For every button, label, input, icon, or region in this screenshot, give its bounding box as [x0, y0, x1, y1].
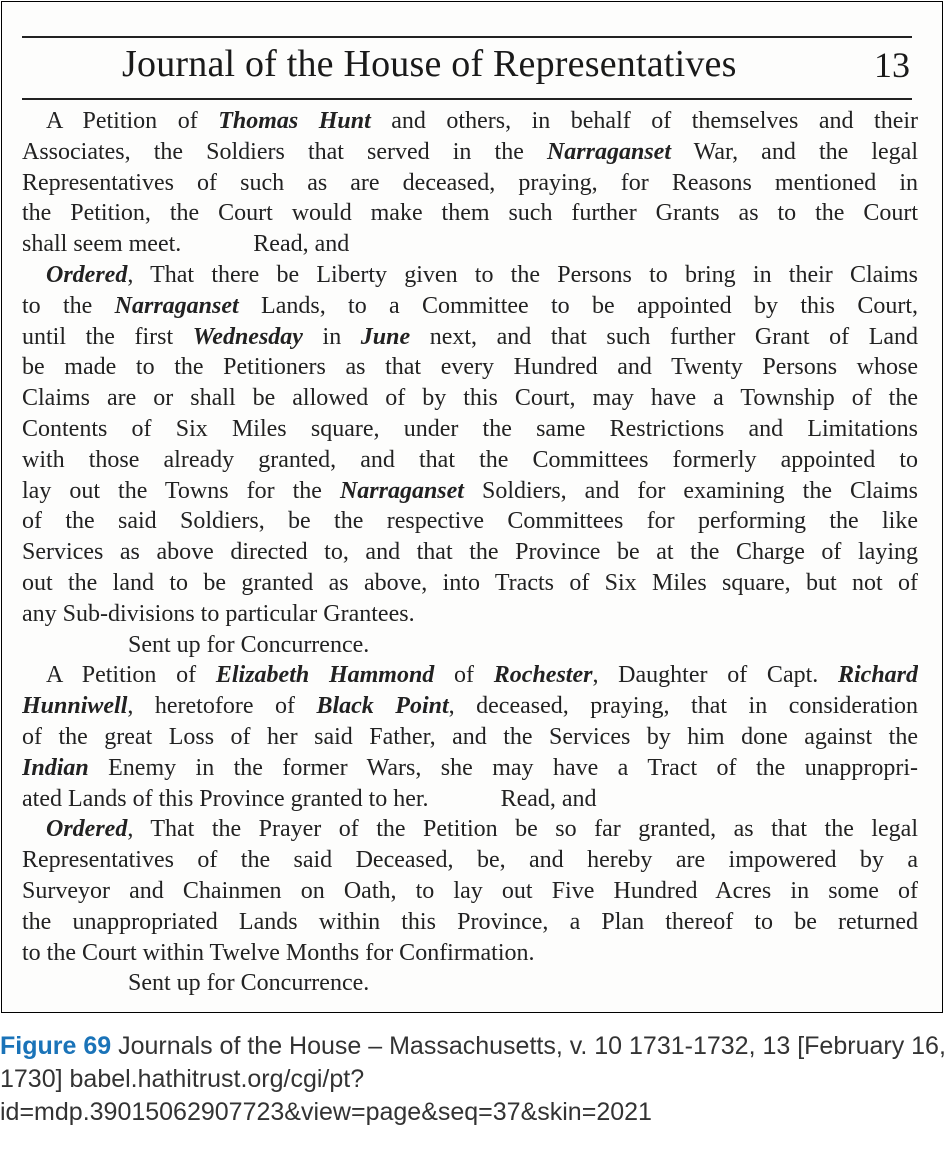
- text-run: of the said Soldiers, be the respective Committees for performing the like: [22, 508, 918, 535]
- text-line: [22, 260, 918, 291]
- italic-run: Narraganset: [114, 292, 239, 319]
- figure-label: Figure 69: [0, 1032, 112, 1060]
- text-line: [22, 599, 918, 630]
- text-run: out the land to be granted as above, into Tracts of Six Miles square, but not of: [22, 569, 918, 596]
- text-run: Read, and: [500, 785, 597, 812]
- text-run: , That there be Liberty given to the Persons to bring in their Claims: [127, 261, 918, 288]
- text-line: [22, 907, 918, 938]
- italic-run: Hunniwell: [22, 693, 128, 720]
- text-run: , Daughter of Capt.: [592, 662, 838, 689]
- text-run: , heretofore of: [127, 693, 317, 720]
- text-line: [22, 784, 918, 815]
- text-run: , deceased, praying, that in consideration: [448, 693, 918, 720]
- text-run: in: [302, 323, 361, 350]
- header-rule: [22, 98, 912, 100]
- text-line: [22, 814, 918, 845]
- italic-run: Thomas Hunt: [218, 108, 371, 134]
- text-line: [22, 753, 918, 784]
- text-line: [22, 198, 918, 229]
- text-run: War, and the legal: [671, 138, 918, 165]
- text-line: [22, 845, 918, 876]
- text-run: Surveyor and Chainmen on Oath, to lay out Five Hundred Acres in some of: [22, 877, 918, 904]
- italic-run: Narraganset: [339, 477, 464, 504]
- text-run: until the first: [22, 323, 193, 350]
- text-run: shall seem meet.: [22, 231, 182, 258]
- paragraph-hunt-order: [22, 260, 918, 630]
- text-line: [22, 229, 918, 260]
- text-line: [22, 383, 918, 414]
- text-line: [22, 168, 918, 199]
- scanned-page-image: [1, 1, 943, 1013]
- text-run: to the: [22, 292, 115, 319]
- text-line: [22, 938, 918, 969]
- page-number: 13: [874, 45, 910, 85]
- italic-run: Richard: [838, 662, 918, 689]
- italic-run: Indian: [22, 754, 89, 781]
- text-run: any Sub-divisions to particular Grantees.: [22, 600, 415, 627]
- italic-run: Black Point: [316, 693, 449, 720]
- text-line: [22, 291, 918, 322]
- text-run: Services as above directed to, and that the Province be at the Charge of laying: [22, 539, 918, 566]
- text-line: [22, 352, 918, 383]
- text-line: [22, 722, 918, 753]
- text-run: ated Lands of this Province granted to her.: [22, 785, 429, 812]
- text-run: the unappropriated Lands within this Province, a Plan thereof to be returned: [22, 908, 918, 935]
- text-run: with those already granted, and that the Committees formerly appointed to: [22, 446, 918, 473]
- text-line: [22, 476, 918, 507]
- text-run: Enemy in the former Wars, she may have a Tract of the unappropri-: [88, 754, 918, 781]
- italic-run: Elizabeth Hammond: [215, 662, 435, 689]
- text-line: [22, 660, 918, 691]
- journal-body: [22, 106, 918, 999]
- figure-caption-text: Journals of the House – Massachusetts, v. 10 1731-1732, 13 [February 16, 1730] babel.hathitrust.org/cgi/pt?id=mdp.39015062907723&view=page&seq=37&skin=2021: [0, 1032, 946, 1126]
- text-run: Claims are or shall be allowed of by this Court, may have a Township of the: [22, 385, 918, 412]
- text-line: [22, 414, 918, 445]
- sent-up-line-2: Sent up for Concurrence.: [128, 970, 370, 997]
- italic-run: Ordered: [46, 816, 128, 843]
- text-line: [22, 445, 918, 476]
- text-run: and others, in behalf of themselves and their: [370, 108, 918, 134]
- text-line: [22, 506, 918, 537]
- italic-run: Narraganset: [546, 138, 671, 165]
- italic-run: Wednesday: [192, 323, 303, 350]
- sent-up-line-1: Sent up for Concurrence.: [128, 631, 370, 658]
- text-run: next, and that such further Grant of Land: [410, 323, 918, 350]
- text-run: the Petition, the Court would make them such further Grants as to the Court: [22, 200, 918, 227]
- text-run: lay out the Towns for the: [22, 477, 340, 504]
- text-run: A Petition of: [46, 108, 219, 134]
- text-line: [22, 537, 918, 568]
- text-line: [22, 322, 918, 353]
- text-line: [22, 691, 918, 722]
- figure-caption: [0, 1030, 952, 1129]
- text-run: of the great Loss of her said Father, and the Services by him done against the: [22, 723, 918, 750]
- paragraph-hunt-petition: [22, 106, 918, 260]
- italic-run: June: [360, 323, 411, 350]
- text-run: be made to the Petitioners as that every Hundred and Twenty Persons whose: [22, 354, 918, 381]
- page-header-title: Journal of the House of Representatives: [122, 43, 737, 85]
- text-run: , That the Prayer of the Petition be so far granted, as that the legal: [127, 816, 918, 843]
- text-run: Soldiers, and for examining the Claims: [463, 477, 918, 504]
- text-line: [22, 568, 918, 599]
- text-run: Representatives of such as are deceased, praying, for Reasons mentioned in: [22, 169, 918, 196]
- text-run: Lands, to a Committee to be appointed by this Court,: [238, 292, 918, 319]
- top-rule: [22, 36, 912, 38]
- text-run: to the Court within Twelve Months for Confirmation.: [22, 939, 535, 966]
- text-line: [22, 137, 918, 168]
- italic-run: Rochester: [493, 662, 593, 689]
- text-line: [22, 876, 918, 907]
- text-run: Associates, the Soldiers that served in the: [22, 138, 547, 165]
- text-run: of: [434, 662, 494, 689]
- text-run: Read, and: [253, 231, 350, 258]
- text-line: [22, 106, 918, 137]
- paragraph-hammond-order: [22, 814, 918, 968]
- text-run: Contents of Six Miles square, under the same Restrictions and Limitations: [22, 415, 918, 442]
- paragraph-hammond-petition: [22, 660, 918, 814]
- text-run: Representatives of the said Deceased, be, and hereby are impowered by a: [22, 847, 918, 874]
- text-run: A Petition of: [46, 662, 216, 689]
- italic-run: Ordered: [46, 261, 128, 288]
